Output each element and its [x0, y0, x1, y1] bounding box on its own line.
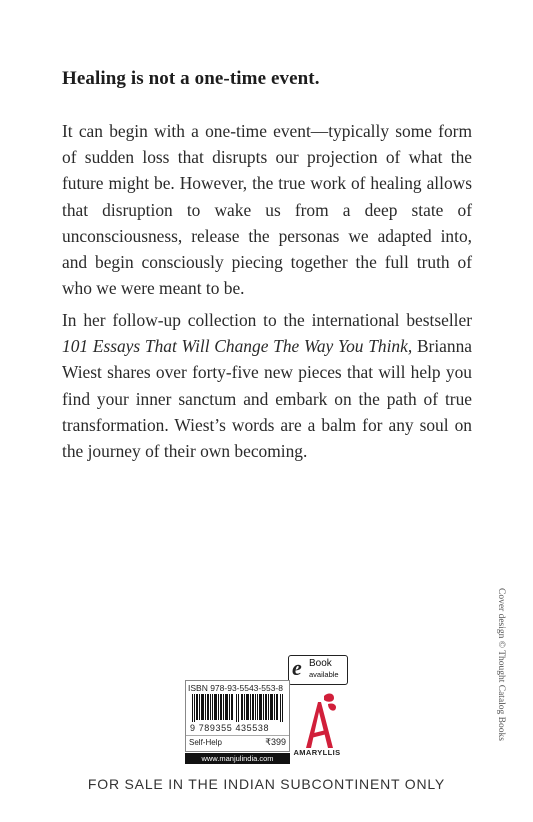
sales-territory-notice: FOR SALE IN THE INDIAN SUBCONTINENT ONLY — [87, 776, 446, 792]
genre-label: Self-Help — [189, 738, 222, 747]
isbn-text: ISBN 978-93-5543-553-8 — [188, 683, 283, 693]
ebook-e-icon: e — [292, 655, 302, 680]
ebook-word: Book — [309, 658, 332, 669]
price-label: ₹399 — [265, 737, 286, 747]
genre-price-row — [186, 735, 289, 750]
book-title: 101 Essays That Will Change The Way You Think, — [62, 336, 413, 357]
publisher-name: AMARYLLIS — [293, 748, 341, 757]
barcode-digits: 9 789355 435538 — [190, 723, 270, 733]
headline: Healing is not a one-time event. — [62, 68, 320, 89]
cover-design-credit: Cover design © Thought Catalog Books — [496, 588, 506, 741]
description-paragraph-1: It can begin with a one-time event—typically some form of sudden loss that disrupts our projection of what the future might be. However, the true work of healing allows that disruption to wake us from a deep state of unconsciousness, release the personas we adapted into, and begin consciously piecing together the full truth of who we were meant to be. — [62, 121, 472, 299]
description-paragraph-2 — [62, 307, 472, 464]
barcode-panel — [185, 680, 290, 752]
paragraph-2-intro: In her follow-up collection to the international bestseller — [62, 310, 472, 330]
paragraph-2-rest: Brianna Wiest shares over forty-five new pieces that will help you find your inner sanctum and embark on the path of true transformation. Wiest’s words are a balm for any soul on the journey of their own becoming. — [62, 336, 472, 462]
barcode-icon — [192, 694, 284, 722]
ebook-available-badge — [288, 655, 348, 685]
publisher-website: www.manjulindia.com — [185, 753, 290, 764]
ebook-available-text: available — [309, 670, 339, 679]
